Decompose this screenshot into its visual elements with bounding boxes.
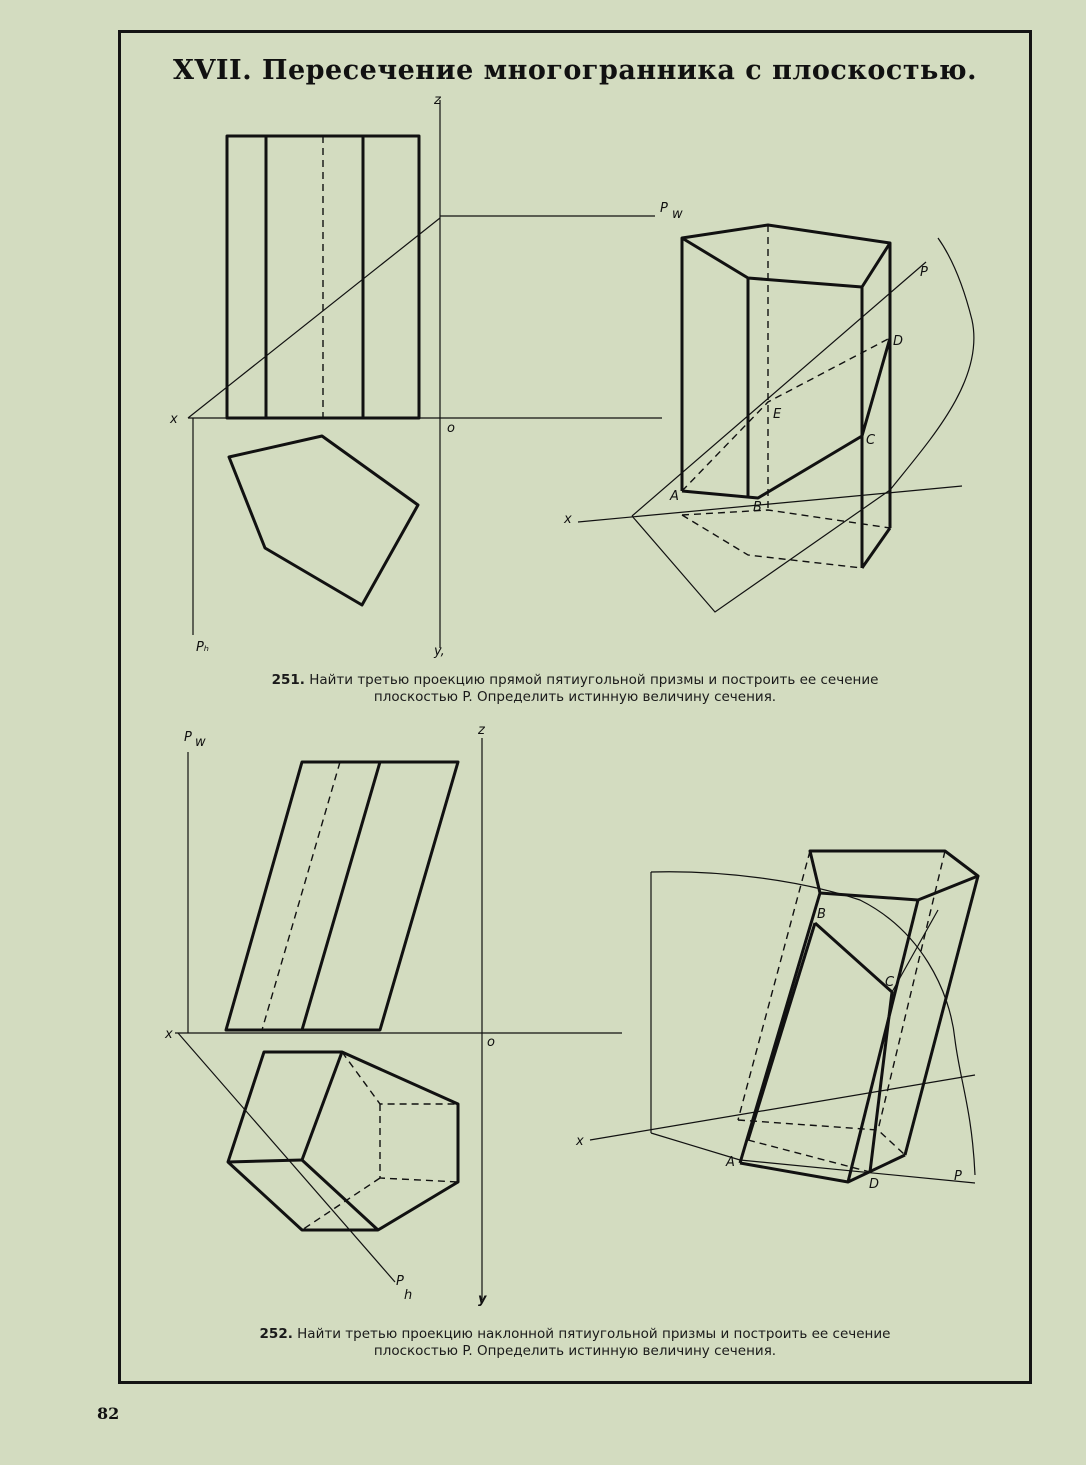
origin-label: o bbox=[447, 421, 455, 436]
c-label: C bbox=[866, 433, 876, 448]
d-label: D bbox=[893, 334, 904, 349]
problem-number: 252. bbox=[259, 1326, 293, 1342]
ph-label: P bbox=[396, 1274, 404, 1289]
c-label: C bbox=[885, 975, 895, 990]
p-label: P bbox=[954, 1169, 962, 1184]
bottom-hidden bbox=[738, 1120, 905, 1155]
z-label: z bbox=[434, 93, 441, 108]
bottom-edge bbox=[862, 528, 890, 568]
edge-line bbox=[905, 876, 978, 1155]
caption-251 bbox=[160, 672, 990, 706]
section-hidden bbox=[682, 338, 890, 491]
pw-sub-label: w bbox=[195, 735, 206, 750]
z-label: z bbox=[478, 723, 485, 738]
plane-p-curve bbox=[890, 238, 974, 490]
prism-top bbox=[810, 851, 978, 900]
pentagon-top-view bbox=[229, 436, 418, 605]
page-number: 82 bbox=[97, 1404, 120, 1423]
caption-line bbox=[160, 672, 990, 689]
edge-line bbox=[302, 762, 380, 1030]
prism-top bbox=[682, 225, 890, 287]
fig-252-orthographic bbox=[164, 723, 622, 1307]
caption-line bbox=[160, 1326, 990, 1343]
trace-line bbox=[892, 910, 938, 992]
caption-line: плоскостью P. Определить истинную величину сечения. bbox=[373, 1343, 777, 1359]
b-label: B bbox=[753, 500, 762, 515]
x-label: x bbox=[170, 412, 178, 427]
caption-text: Найти третью проекцию прямой пятиугольной призмы и построить ее сечение bbox=[309, 672, 879, 688]
y-label: y, bbox=[434, 644, 445, 659]
hidden-edge bbox=[262, 762, 340, 1030]
bottom-hidden bbox=[682, 515, 862, 568]
y-label: y bbox=[478, 1292, 487, 1307]
d-label: D bbox=[869, 1177, 880, 1192]
caption-text: Найти третью проекцию наклонной пятиугольной призмы и построить ее сечение bbox=[297, 1326, 891, 1342]
fig-251-orthographic bbox=[169, 93, 683, 659]
pw-label: P bbox=[660, 201, 668, 216]
b-label: B bbox=[817, 907, 826, 922]
section-visible bbox=[682, 338, 890, 498]
bottom-hidden bbox=[682, 510, 890, 528]
a-label: A bbox=[726, 1155, 735, 1170]
ph-label: Pₕ bbox=[196, 640, 210, 655]
caption-line: плоскостью P. Определить истинную величину сечения. bbox=[373, 689, 777, 705]
plane-p-trace bbox=[632, 262, 926, 516]
caption-252 bbox=[160, 1326, 990, 1360]
prism-top-view bbox=[228, 1052, 458, 1230]
pw-sub-label: w bbox=[672, 207, 683, 222]
edge-line bbox=[228, 1160, 302, 1162]
hidden-edge bbox=[738, 851, 810, 1120]
p-label: P bbox=[920, 265, 928, 280]
ph-trace bbox=[178, 1033, 395, 1282]
edge-line bbox=[228, 1052, 264, 1162]
x-axo-label: x bbox=[564, 512, 572, 527]
origin-label: o bbox=[487, 1035, 495, 1050]
pw-label: P bbox=[184, 730, 192, 745]
ph-sub-label: h bbox=[404, 1288, 413, 1303]
x-axo-label: x bbox=[576, 1134, 584, 1149]
edge-line bbox=[302, 1052, 342, 1160]
problem-number: 251. bbox=[271, 672, 305, 688]
hidden-edge bbox=[380, 1104, 458, 1182]
x-label: x bbox=[165, 1027, 173, 1042]
e-label: E bbox=[773, 407, 782, 422]
a-label: A bbox=[670, 489, 679, 504]
fig-252-axonometric bbox=[575, 851, 978, 1192]
page-title: XVII. Пересечение многогранника с плоскостью. bbox=[173, 55, 977, 86]
